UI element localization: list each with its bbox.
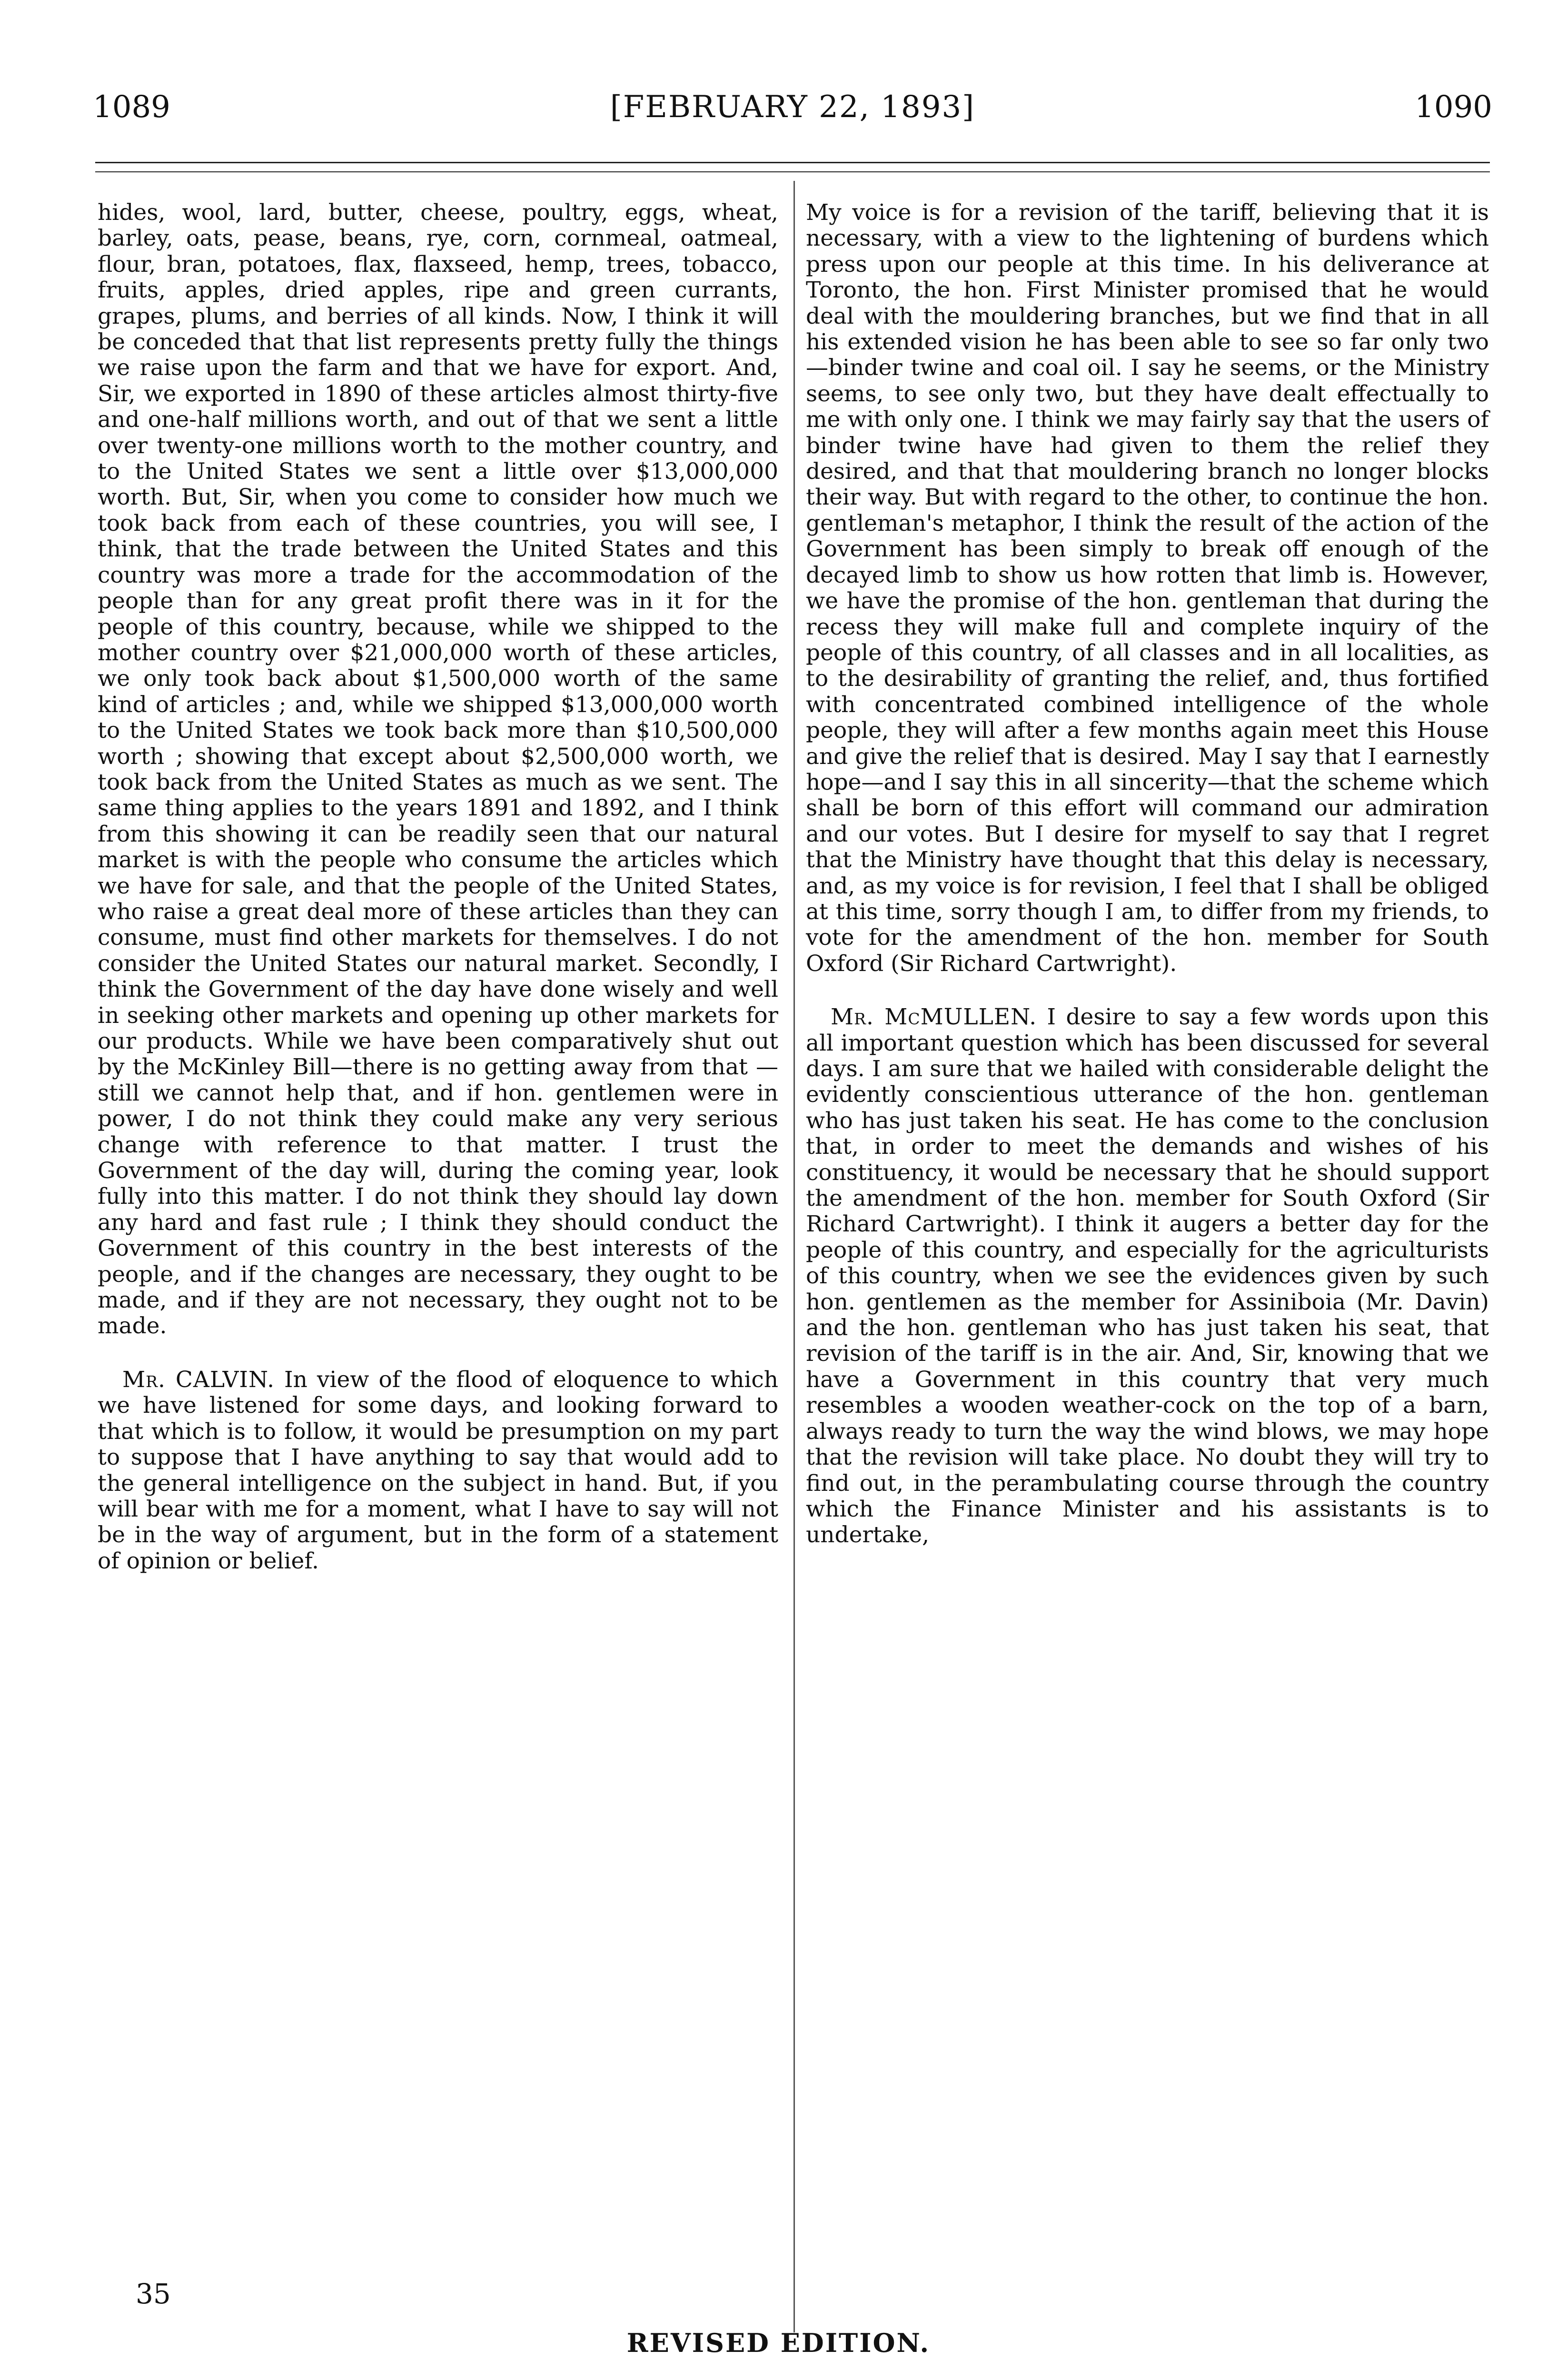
header-rule-bottom bbox=[95, 171, 1490, 172]
speaker-name: Mr. McMULLEN. bbox=[831, 1004, 1037, 1031]
signature-number: 35 bbox=[136, 2278, 171, 2310]
speaker-name: Mr. CALVIN. bbox=[122, 1366, 275, 1393]
column-divider bbox=[793, 181, 795, 2332]
edition-label: REVISED EDITION. bbox=[626, 2328, 931, 2358]
speech-text: In view of the flood of eloquence to which we have listened for some days, and looking forward to that which is to follow, it would be presumption on my part to suppose that I have anything to say that would add to the general intelligence on the subject in hand. But, if you will bear with me for a moment, what I have to say will not be in the way of argument, but in the form of a statement of opinion or belief. bbox=[98, 1366, 778, 1574]
left-paragraph-2 bbox=[98, 1367, 778, 1574]
page-header bbox=[93, 88, 1492, 126]
left-column bbox=[98, 200, 778, 1574]
speech-text: I desire to say a few words upon this all important question which has been discussed for several days. I am sure that we hailed with considerable delight the evidently conscientious utterance of the hon. gentleman who has just taken his seat. He has come to the conclusion that, in order to meet the demands and wishes of his constituency, it would be necessary that he should support the amendment of the hon. member for South Oxford (Sir Richard Cartwright). I think it augers a better day for the people of this country, and especially for the agriculturists of this country, when we see the evidences given by such hon. gentlemen as the member for Assiniboia (Mr. Davin) and the hon. gentleman who has just taken his seat, that revision of the tariff is in the air. And, Sir, knowing that we have a Government in this country that very much resembles a wooden weather-cock on the top of a barn, always ready to turn the way the wind blows, we may hope that the revision will take place. No doubt they will try to find out, in the perambulating course through the country which the Finance Minister and his assistants is to undertake, bbox=[806, 1004, 1489, 1548]
header-rule-top bbox=[95, 162, 1490, 163]
right-column bbox=[806, 200, 1489, 1548]
page-date-title: [FEBRUARY 22, 1893] bbox=[610, 89, 975, 125]
page-number-left: 1089 bbox=[93, 89, 170, 125]
right-paragraph-1: My voice is for a revision of the tariff, believing that it is necessary, with a view to the lightening of burdens which press upon our people at this time. In his deliverance at Toronto, the hon. First Minister promised that he would deal with the mouldering branches, but we find that in all his extended vision he has been able to see so far only two—binder twine and coal oil. I say he seems, or the Ministry seems, to see only two, but they have dealt effectually to me with only one. I think we may fairly say that the users of binder twine have had given to them the relief they desired, and that that mouldering branch no longer blocks their way. But with regard to the other, to continue the hon. gentleman's metaphor, I think the result of the action of the Government has been simply to break off enough of the decayed limb to show us how rotten that limb is. However, we have the promise of the hon. gentleman that during the recess they will make full and complete inquiry of the people of this country, of all classes and in all localities, as to the desirability of granting the relief, and, thus fortified with concentrated combined intelligence of the whole people, they will after a few months again meet this House and give the relief that is desired. May I say that I earnestly hope—and I say this in all sincerity—that the scheme which shall be born of this effort will command our admiration and our votes. But I desire for myself to say that I regret that the Ministry have thought that this delay is necessary, and, as my voice is for revision, I feel that I shall be obliged at this time, sorry though I am, to differ from my friends, to vote for the amendment of the hon. member for South Oxford (Sir Richard Cartwright). bbox=[806, 199, 1489, 977]
left-paragraph-1: hides, wool, lard, butter, cheese, poultry, eggs, wheat, barley, oats, pease, beans, rye, corn, cornmeal, oatmeal, flour, bran, potatoes, flax, flaxseed, hemp, trees, tobacco, fruits, apples, dried apples, ripe and green currants, grapes, plums, and berries of all kinds. Now, I think it will be conceded that that list represents pretty fully the things we raise upon the farm and that we have for export. And, Sir, we exported in 1890 of these articles almost thirty-five and one-half millions worth, and out of that we sent a little over twenty-one millions worth to the mother country, and to the United States we sent a little over $13,000,000 worth. But, Sir, when you come to consider how much we took back from each of these countries, you will see, I think, that the trade between the United States and this country was more a trade for the accommodation of the people than for any great profit there was in it for the people of this country, because, while we shipped to the mother country over $21,000,000 worth of these articles, we only took back about $1,500,000 worth of the same kind of articles ; and, while we shipped $13,000,000 worth to the United States we took back more than $10,500,000 worth ; showing that except about $2,500,000 worth, we took back from the United States as much as we sent. The same thing applies to the years 1891 and 1892, and I think from this showing it can be readily seen that our natural market is with the people who consume the articles which we have for sale, and that the people of the United States, who raise a great deal more of these articles than they can consume, must find other markets for themselves. I do not consider the United States our natural market. Secondly, I think the Government of the day have done wisely and well in seeking other markets and opening up other markets for our products. While we have been comparatively shut out by the McKinley Bill—there is no getting away from that —still we cannot help that, and if hon. gentlemen were in power, I do not think they could make any very serious change with reference to that matter. I trust the Government of the day will, during the coming year, look fully into this matter. I do not think they should lay down any hard and fast rule ; I think they should conduct the Government of this country in the best interests of the people, and if the changes are necessary, they ought to be made, and if they are not necessary, they ought not to be made. bbox=[98, 199, 778, 1339]
right-paragraph-2 bbox=[806, 1004, 1489, 1548]
page-number-right: 1090 bbox=[1415, 89, 1492, 125]
